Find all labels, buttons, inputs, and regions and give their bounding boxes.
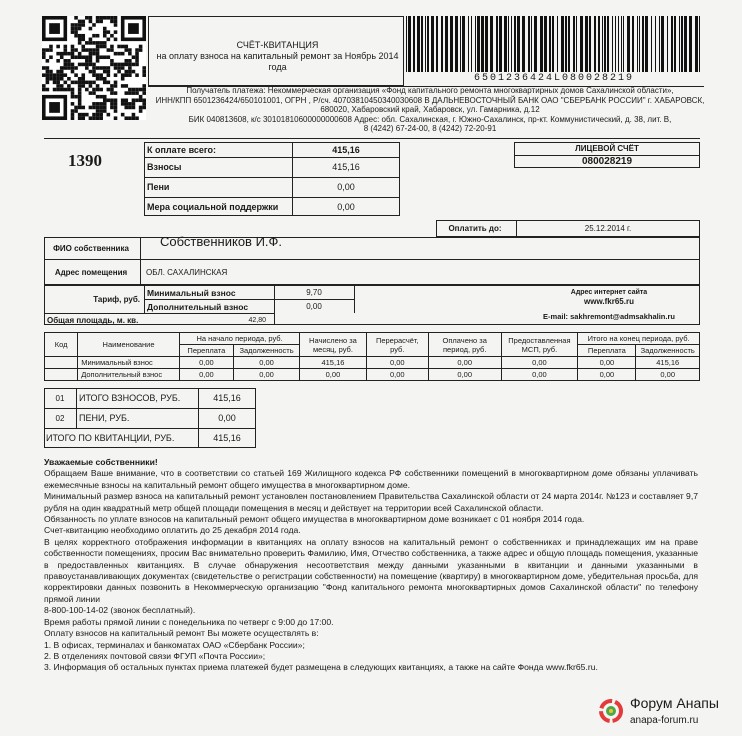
site-url: www.fkr65.ru xyxy=(584,297,634,306)
cell: 0,00 xyxy=(233,357,299,369)
subtitle-text: на оплату взноса на капитальный ремонт за Ноябрь 2014 года xyxy=(156,51,399,72)
watermark-title: Форум Анапы xyxy=(630,695,719,711)
cell: 415,16 xyxy=(636,357,700,369)
paragraph: 1. В офисах, терминалах и банкоматах ОАО «Сбербанк России»; xyxy=(44,639,305,650)
cell: 0,00 xyxy=(366,357,428,369)
summary-value: 0,00 xyxy=(337,182,355,192)
tariff-label: Тариф, руб. xyxy=(93,295,140,304)
col-debt: Задолженность xyxy=(233,345,299,357)
col-end: Итого на конец периода, руб. xyxy=(578,333,700,345)
notice-text xyxy=(44,457,698,674)
account-code: 1390 xyxy=(68,151,102,170)
cell: 0,00 xyxy=(428,369,501,381)
charges-table xyxy=(44,332,700,381)
site-label: Адрес интернет сайта xyxy=(570,289,648,296)
col-msp: Предоставленная МСП, руб. xyxy=(501,333,578,357)
total-code: 02 xyxy=(55,414,65,423)
col-start: На начало периода, руб. xyxy=(179,333,299,345)
col-name: Наименование xyxy=(78,333,180,357)
summary-value: 415,16 xyxy=(332,162,360,172)
summary-label: Взносы xyxy=(147,162,182,172)
col-accrued: Начислено за месяц, руб. xyxy=(300,333,366,357)
area-label: Общая площадь, м. кв. xyxy=(47,316,139,325)
premises-address: ОБЛ. САХАЛИНСКАЯ xyxy=(146,268,228,277)
owner-label: ФИО собственника xyxy=(53,244,129,253)
cell: 0,00 xyxy=(501,357,578,369)
col-overpay-end: Переплата xyxy=(578,345,636,357)
recipient-block xyxy=(150,86,710,134)
cell: 0,00 xyxy=(428,357,501,369)
premises-label: Адрес помещения xyxy=(54,268,128,277)
table-row xyxy=(45,357,700,369)
total-label: ИТОГО ПО КВИТАНЦИИ, РУБ. xyxy=(46,433,175,443)
owner-name: Собственников И.Ф. xyxy=(160,234,283,249)
cell: 0,00 xyxy=(300,369,366,381)
recipient-line: 680020, Хабаровский край, Хабаровск, ул. Гамарника, д.12 xyxy=(320,105,540,115)
recipient-line: БИК 040813608, к/с 30101810600000000608 Адрес: обл. Сахалинская, г. Южно-Сахалинск, пр-кт. Коммунистический, д. 38, лит. В, xyxy=(188,114,672,124)
paragraph: 8-800-100-14-02 (звонок бесплатный). xyxy=(44,605,196,616)
table-row xyxy=(45,369,700,381)
pay-by-label: Оплатить до: xyxy=(448,224,502,233)
recipient-line: ИНН/КПП 6501236424/650101001, ОГРН , Р/сч. 40703810450340030608 В ДАЛЬНЕВОСТОЧНЫЙ БАНК ОАО "СБЕРБАНК РОССИИ" г. ХАБАРОВСК, xyxy=(155,95,705,105)
total-label: ИТОГО ВЗНОСОВ, РУБ. xyxy=(79,393,181,403)
cell: 0,00 xyxy=(501,369,578,381)
recipient-line: 8 (4242) 67-24-00, 8 (4242) 72-20-91 xyxy=(363,124,497,134)
paragraph: 2. В отделениях почтовой связи ФГУП «Почта России»; xyxy=(44,650,266,661)
summary-label: Пени xyxy=(147,182,170,192)
email: E-mail: sakhremont@admsakhalin.ru xyxy=(543,312,675,321)
row-name: Дополнительный взнос xyxy=(78,369,180,381)
personal-account-number: 080028219 xyxy=(581,156,633,167)
forum-logo-icon xyxy=(598,698,624,724)
owner-box xyxy=(44,234,700,285)
tariff-row-value: 9,70 xyxy=(306,288,322,297)
paragraph: Время работы прямой линии с понедельника по четверг с 9:00 до 17:00. xyxy=(44,616,334,627)
paragraph: Минимальный размер взноса на капитальный ремонт установлен постановлением Правительства Сахалинской области от 24 марта 2014г. №123 и составляет 9,7 рубля на один квадратный метр общей площади помещения в месяц и действует на территории всей Сахалинской области. xyxy=(44,491,698,513)
tariff-row-label: Дополнительный взнос xyxy=(147,302,249,312)
pay-by-date: 25.12.2014 г. xyxy=(584,224,632,233)
area-value: 42,80 xyxy=(248,317,266,324)
col-paid: Оплачено за период, руб. xyxy=(428,333,501,357)
summary-label: К оплате всего: xyxy=(147,145,217,155)
cell: 415,16 xyxy=(300,357,366,369)
cell: 0,00 xyxy=(366,369,428,381)
cell: 0,00 xyxy=(179,369,233,381)
recipient-line: Получатель платежа: Некоммерческая организация «Фонд капитального ремонта многоквартирных домов Сахалинской области», xyxy=(186,86,674,95)
greeting: Уважаемые собственники! xyxy=(44,457,158,467)
document-title xyxy=(150,40,405,73)
title-text: СЧЁТ-КВИТАНЦИЯ xyxy=(236,40,319,50)
barcode-number: 6501236424L080028219 xyxy=(473,73,635,84)
paragraph: Обращаем Ваше внимание, что в соответствии со статьей 169 Жилищного кодекса РФ собственники помещений в многоквартирном доме обязаны уплачивать ежемесячные взносы на капитальный ремонт общего имущества в многоквартирном доме. xyxy=(44,468,698,490)
summary-value: 0,00 xyxy=(337,202,355,212)
tariff-row-value: 0,00 xyxy=(306,302,322,311)
col-code: Код xyxy=(45,333,78,357)
tariff-row-label: Минимальный взнос xyxy=(147,288,236,298)
paragraph: Счет-квитанцию необходимо оплатить до 25 декабря 2014 года. xyxy=(44,525,301,536)
paragraph: 3. Информация об остальных пунктах приема платежей будет размещена в следующих квитанциях, а также на сайте Фонда www.fkr65.ru. xyxy=(44,662,598,673)
col-recalc: Перерасчёт, руб. xyxy=(366,333,428,357)
cell: 0,00 xyxy=(179,357,233,369)
cell: 0,00 xyxy=(578,357,636,369)
watermark-site: anapa-forum.ru xyxy=(630,715,699,726)
summary-value: 415,16 xyxy=(332,145,360,155)
row-name: Минимальный взнос xyxy=(78,357,180,369)
col-debt-end: Задолженность xyxy=(636,345,700,357)
personal-account-label: ЛИЦЕВОЙ СЧЁТ xyxy=(575,144,639,153)
barcode xyxy=(404,16,704,72)
total-label: ПЕНИ, РУБ. xyxy=(79,413,130,423)
qr-code xyxy=(42,16,146,120)
total-value: 415,16 xyxy=(213,433,241,443)
cell: 0,00 xyxy=(578,369,636,381)
total-value: 415,16 xyxy=(213,393,241,403)
col-overpay: Переплата xyxy=(179,345,233,357)
paragraph: Оплату взносов на капитальный ремонт Вы можете осуществлять в: xyxy=(44,628,319,639)
paragraph: Обязанность по уплате взносов на капитальный ремонт общего имущества в многоквартирном доме возникает с 01 ноября 2014 года. xyxy=(44,514,585,525)
paragraph: В целях корректного отображения информации в квитанциях на оплату взносов на капитальный ремонт о собственниках и принадлежащих им на праве собственности помещениях, просим Вас внимательно проверить Фамилию, Имя, Отчество собственника, а также адрес и общую площадь помещения, указанные в предоставленных квитанциях. В случае обнаружения несоответствия между данными указанными в квитанции и данными указанными в правоустанавливающих документах (свидетельстве о регистрации собственности) на помещение (квартиру) в многоквартирном доме, убедительная просьба, для корректировки данных позвонить в Некоммерческую организацию "Фонд капитального ремонта многоквартирных домов Сахалинской области" по телефону прямой линии xyxy=(44,536,698,604)
cell: 0,00 xyxy=(636,369,700,381)
cell: 0,00 xyxy=(233,369,299,381)
summary-label: Мера социальной поддержки xyxy=(147,202,279,212)
total-value: 0,00 xyxy=(218,413,236,423)
total-code: 01 xyxy=(55,394,65,403)
